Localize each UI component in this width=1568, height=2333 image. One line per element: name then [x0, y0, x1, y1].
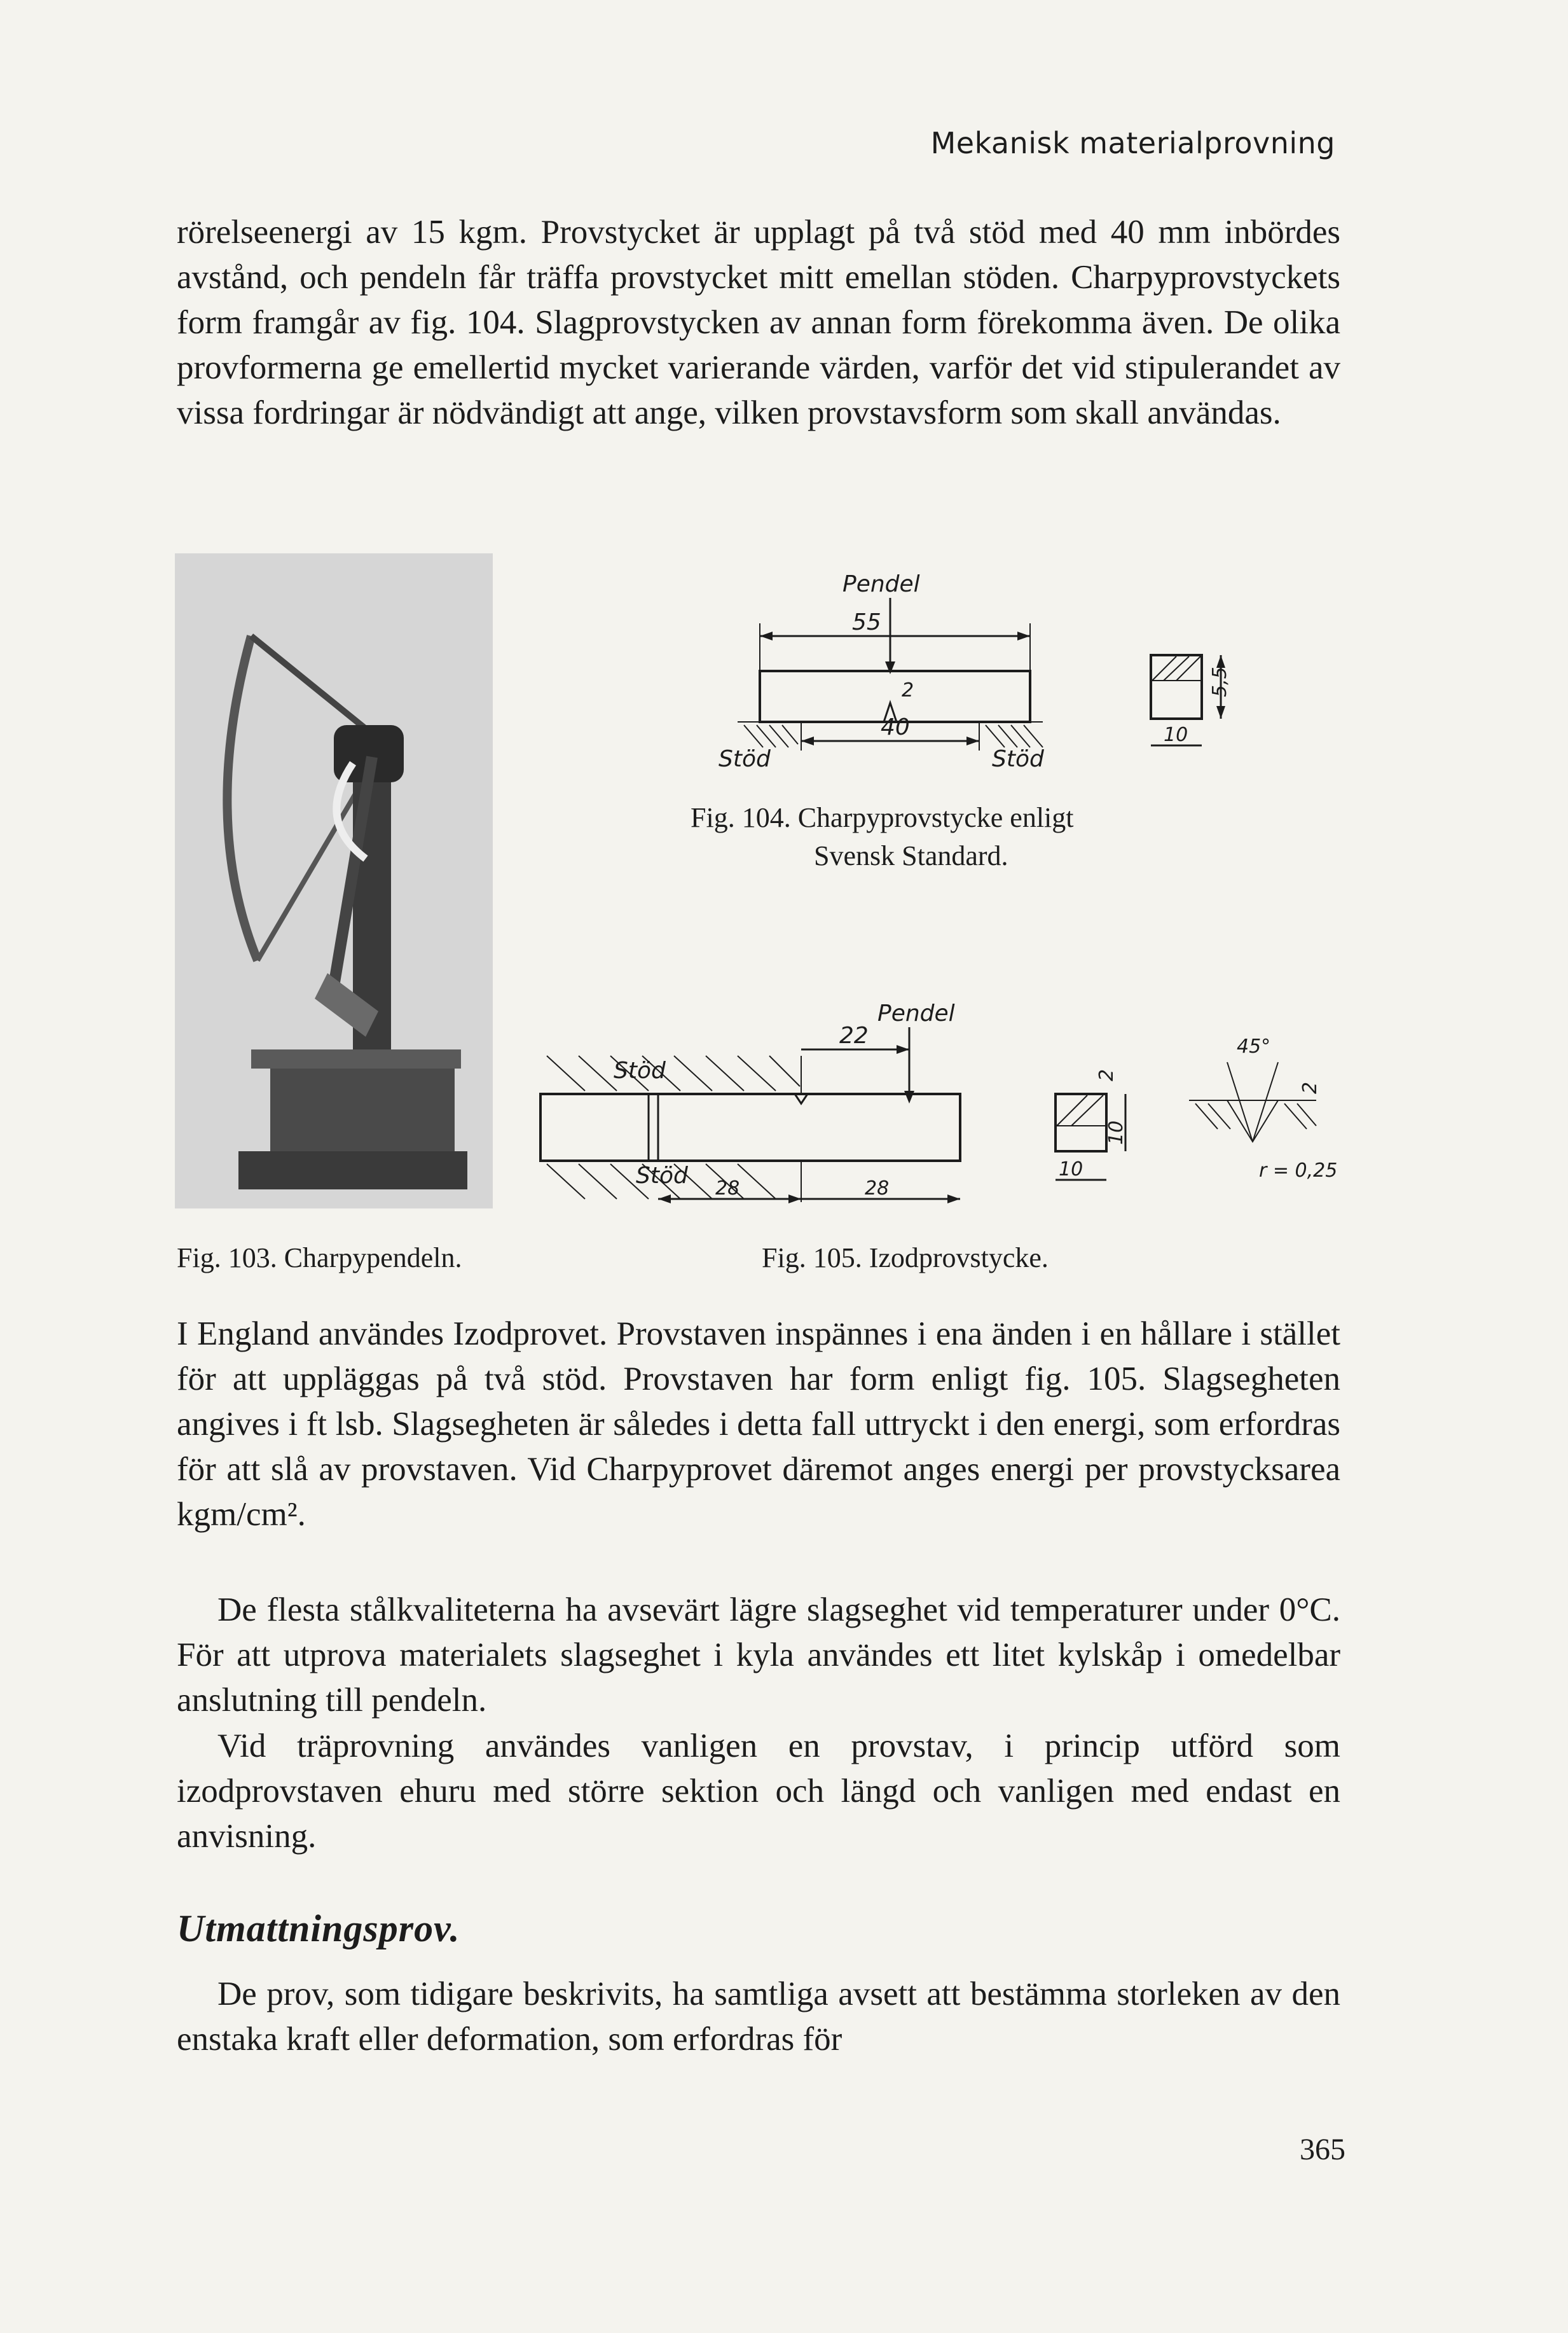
paragraph-fatigue: De prov, som tidigare beskrivits, ha samtliga avsett att bestämma storleken av den enstaka kraft eller deformation, som erfordras för	[177, 1976, 1340, 2058]
fig103-caption: Fig. 103. Charpypendeln.	[177, 1242, 462, 1273]
section-heading: Utmattningsprov.	[177, 1907, 460, 1949]
label-top-dim: 22	[839, 1023, 869, 1049]
label-stod-bottom: Stöd	[636, 1163, 688, 1189]
label-pendel: Pendel	[842, 571, 920, 597]
label-izod-pendel: Pendel	[877, 1000, 955, 1027]
paragraph-charpy-intro: rörelseenergi av 15 kgm. Provstycket är upplagt på två stöd med 40 mm inbördes avstånd, och pendeln får träffa provstycket mitt emellan stöden. Charpyprovstyckets form framgår av fig. 104. Slagprovstycken av annan form förekomma även. De olika provformerna ge emellertid mycket varierande värden, varför det vid stipulerandet av vissa fordringar är nödvändigt att ange, vilken provstavsform som skall användas.	[177, 214, 1340, 431]
label-height: 5,5	[1209, 667, 1231, 697]
label-stod-top: Stöd	[614, 1058, 666, 1084]
label-section-small: 2	[1096, 1069, 1118, 1081]
charpy-specimen-drawing	[699, 560, 1323, 792]
page-number: 365	[1300, 2133, 1345, 2166]
label-span: 40	[881, 714, 910, 740]
running-header: Mekanisk materialprovning	[930, 126, 1335, 160]
izod-specimen-svg	[528, 992, 1354, 1221]
charpy-pendulum-photo	[175, 553, 493, 1208]
label-section-height: 10	[1105, 1120, 1127, 1145]
paragraph-wood: Vid träprovning användes vanligen en provstav, i princip utförd som izodprovstaven ehuru med större sektion och längd och vanligen med endast en anvisning.	[177, 1727, 1340, 1855]
izod-specimen-drawing	[528, 992, 1354, 1224]
paragraph-temperature: De flesta stålkvaliteterna ha avsevärt lägre slagseghet vid temperaturer under 0°C. För att utprova materialets slagseghet i kyla användes ett litet kylskåp i omedelbar anslutning till pendeln.	[177, 1591, 1340, 1719]
label-notch-depth: 2	[1299, 1081, 1321, 1094]
label-radius: r = 0,25	[1259, 1160, 1338, 1182]
fig105-caption: Fig. 105. Izodprovstycke.	[762, 1242, 1049, 1273]
pendulum-illustration	[175, 553, 493, 1208]
fig104-caption-line2: Svensk Standard.	[814, 840, 1008, 871]
label-dim-left: 28	[715, 1177, 740, 1200]
fig104-caption-line1: Fig. 104. Charpyprovstycke enligt	[691, 802, 1074, 833]
label-length: 55	[852, 609, 881, 635]
label-stod-right: Stöd	[992, 746, 1044, 772]
label-section-width: 10	[1059, 1158, 1083, 1180]
label-stod-left: Stöd	[719, 746, 771, 772]
label-dim-right: 28	[865, 1177, 890, 1200]
charpy-specimen-svg	[699, 560, 1323, 789]
label-notch: 2	[902, 679, 914, 702]
paragraph-izod: I England användes Izodprovet. Provstaven inspännes i ena änden i en hållare i stället för att uppläggas på två stöd. Provstaven har form enligt fig. 105. Slagsegheten angives i ft lsb. Slagsegheten är således i detta fall uttryckt i den energi, som erfordras för att slå av provstaven. Vid Charpyprovet däremot anges energi per provstycksarea kgm/cm².	[177, 1315, 1340, 1533]
label-depth: 10	[1164, 724, 1188, 746]
label-angle: 45°	[1237, 1035, 1271, 1058]
